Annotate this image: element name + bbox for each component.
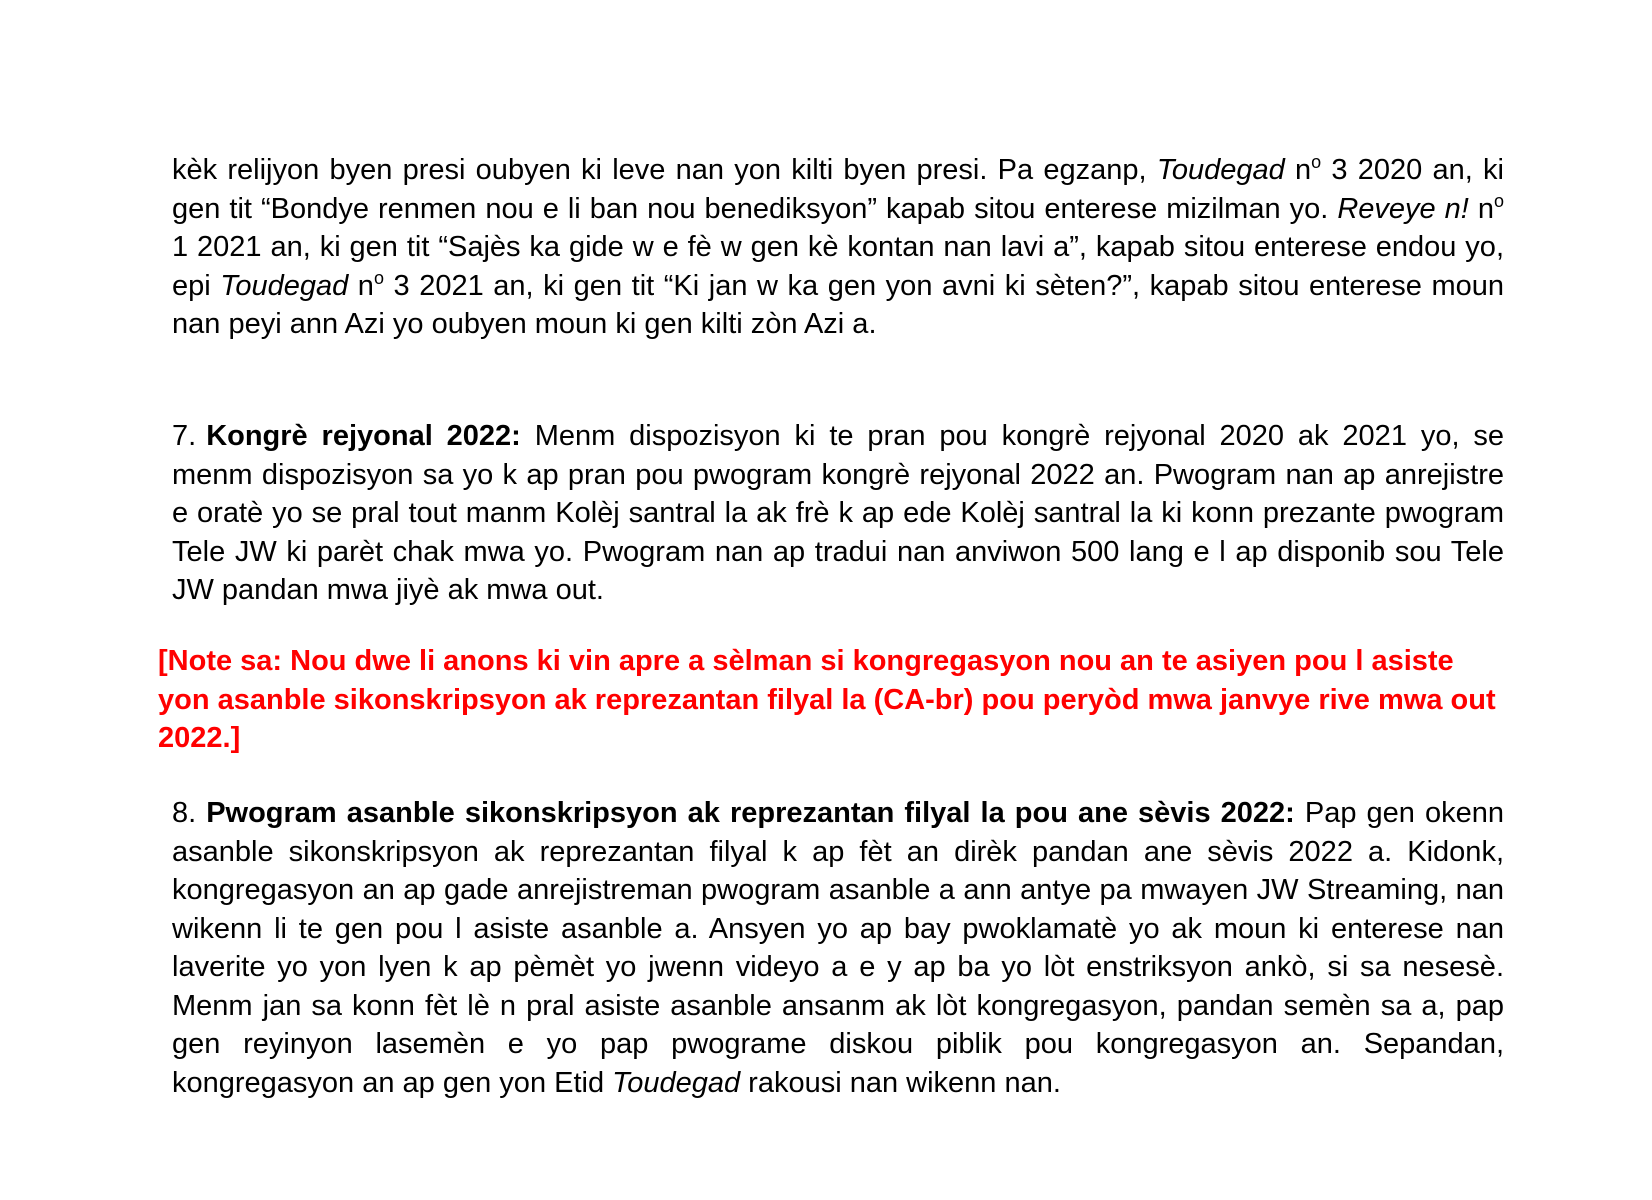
superscript: o bbox=[1311, 152, 1322, 172]
item-7 bbox=[172, 417, 1504, 610]
item-body: rakousi nan wikenn nan. bbox=[740, 1066, 1061, 1099]
paragraph-continued bbox=[172, 151, 1504, 344]
red-note: [Note sa: Nou dwe li anons ki vin apre a sèlman si kongregasyon nou an te asiyen pou l asiste yon asanble sikonskripsyon ak reprezantan filyal la (CA-br) pou peryòd mwa janvye rive mwa out 2022.] bbox=[158, 645, 1496, 754]
text: n bbox=[348, 269, 374, 302]
magazine-title: Toudegad bbox=[1156, 154, 1285, 186]
text: 3 2021 an, ki gen tit “Ki jan w ka gen yon avni ki sèten?”, kapab sitou enterese moun nan peyi ann Azi yo oubyen moun ki gen kilti zòn Azi a. bbox=[172, 269, 1505, 340]
item-heading: Pwogram asanble sikonskripsyon ak reprezantan filyal la pou ane sèvis 2022: bbox=[206, 797, 1295, 829]
text: 3 2020 an, ki gen tit “Bondye renmen nou e li ban nou benediksyon” kapab sitou enterese mizilman yo. bbox=[172, 154, 1504, 225]
text: n bbox=[1284, 154, 1312, 186]
text: n bbox=[1468, 192, 1494, 225]
item-body: Menm dispozisyon ki te pran pou kongrè rejyonal 2020 ak 2021 yo, se menm dispozisyon sa yo k ap pran pou pwogram kongrè rejyonal 2022 an. Pwogram nan ap anrejistre e oratè yo se pral tout manm Kolèj santral la ak frè k ap ede Kolèj santral la ki konn prezante pwogram Tele JW ki parèt chak mwa yo. Pwogram nan ap tradui nan anviwon 500 lang e l ap disponib sou Tele JW pandan mwa jiyè ak mwa out. bbox=[172, 420, 1504, 606]
item-8 bbox=[172, 794, 1504, 1102]
item-number: 7. bbox=[172, 420, 197, 452]
item-heading: Kongrè rejyonal 2022: bbox=[206, 420, 521, 452]
magazine-title: Reveye n! bbox=[1337, 192, 1469, 225]
text: 1 2021 an, ki gen tit “Sajès ka gide w e fè w gen kè kontan nan lavi a”, kapab sitou enterese endou yo, epi bbox=[172, 231, 1504, 302]
magazine-title: Toudegad bbox=[612, 1066, 741, 1099]
superscript: o bbox=[1493, 190, 1504, 211]
superscript: o bbox=[373, 267, 384, 288]
item-body: Pap gen okenn asanble sikonskripsyon ak reprezantan filyal k ap fèt an dirèk pandan ane sèvis 2022 a. Kidonk, kongregasyon an ap gade anrejistreman pwogram asanble a ann antye pa mwayen JW Streaming, nan wikenn li te gen pou l asiste asanble a. Ansyen yo ap bay pwoklamatè yo ak moun ki enterese nan laverite yo yon lyen k ap pèmèt yo jwenn videyo a e y ap ba yo lòt enstriksyon ankò, si sa nesesè. Menm jan sa konn fèt lè n pral asiste asanble ansanm ak lòt kongregasyon, pandan semèn sa a, pap gen reyinyon lasemèn e yo pap pwograme diskou piblik pou kongregasyon an. Sepandan, kongregasyon an ap gen yon Etid bbox=[172, 797, 1504, 1099]
magazine-title: Toudegad bbox=[220, 269, 349, 302]
text: kèk relijyon byen presi oubyen ki leve nan yon kilti byen presi. Pa egzanp, bbox=[172, 154, 1157, 186]
item-number: 8. bbox=[172, 797, 197, 829]
